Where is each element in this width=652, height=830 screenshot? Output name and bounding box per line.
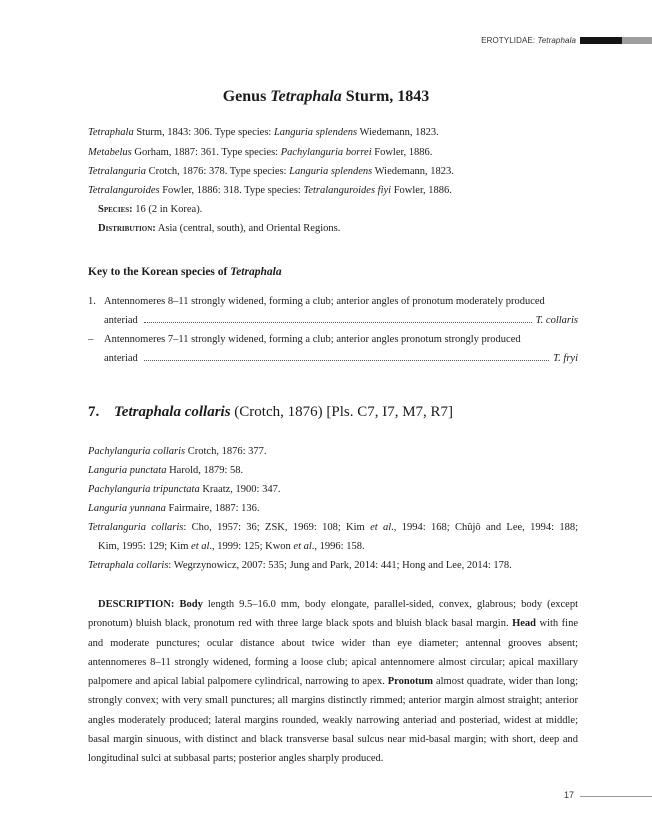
couplet-result: T. fryi: [553, 353, 578, 364]
species-synonym: [88, 483, 280, 496]
header-bar-light: [622, 37, 652, 44]
distribution-label: Distribution:: [98, 223, 156, 234]
synonym-name: Tetralanguria: [88, 166, 146, 177]
et-al: et al: [293, 541, 312, 552]
couplet-number: 1.: [88, 296, 96, 307]
distribution: [98, 222, 340, 235]
synonym-name: Languria punctata: [88, 465, 167, 476]
synonym-name: Tetralanguria collaris: [88, 522, 184, 533]
genus-title: [0, 88, 652, 106]
synonym-text: Harold, 1879: 58.: [166, 465, 244, 476]
synonym-text: Fowler, 1886: 318. Type species:: [159, 185, 304, 196]
synonym-type-species: Languria splendens: [289, 166, 373, 177]
key-title-genus: Tetraphala: [230, 266, 282, 278]
species-author: (Crotch, 1876) [Pls. C7, I7, M7, R7]: [230, 404, 454, 420]
species-name: Tetraphala collaris: [114, 404, 231, 420]
couplet-result: T. collaris: [535, 315, 578, 326]
species-count-text: 16 (2 in Korea).: [132, 204, 203, 215]
synonym-name: Tetraphala: [88, 127, 134, 138]
couplet-number: –: [88, 334, 94, 345]
synonym-post: Fowler, 1886.: [391, 185, 452, 196]
couplet-cont: anteriad: [104, 353, 138, 364]
key-couplet-cont: [104, 314, 578, 327]
synonym-text: Sturm, 1843: 306. Type species:: [133, 127, 274, 138]
genus-title-name: Tetraphala: [270, 88, 342, 105]
header-genus: Tetraphala: [537, 35, 576, 45]
key-couplet-line: [88, 333, 578, 346]
genus-synonym: [88, 184, 452, 197]
synonym-text: Crotch, 1876: 377.: [185, 446, 267, 457]
species-synonym: [88, 502, 260, 515]
running-header-text: [481, 36, 576, 45]
synonym-type-species: Languria splendens: [273, 127, 358, 138]
species-synonym-cont: [98, 540, 365, 553]
species-count: [98, 203, 202, 216]
synonym-name: Pachylanguria collaris: [88, 446, 186, 457]
species-synonym: [88, 521, 578, 534]
key-title: [88, 266, 282, 278]
genus-synonym: [88, 146, 432, 159]
species-synonym: [88, 445, 267, 458]
synonym-name: Tetraphala collaris: [88, 560, 169, 571]
footer-rule: [580, 796, 652, 797]
description-text: almost quadrate, wider than long; strongly convex; with very small punctures; all margins distinctly rimmed; anterior margin almost straight; anterior angles moderately produced; lateral margins rounded, weakly narrowing anteriad and posteriad, widest at middle; basal margin sinuous, with distinct and black transverse basal sulcus near mid-basal margin; with short, deep and longitudinal sulci at subbasal parts; posterior angles sharply produced.: [88, 676, 578, 765]
couplet-cont: anteriad: [104, 315, 138, 326]
et-al: et al: [191, 541, 210, 552]
species-number: 7.: [88, 404, 100, 420]
synonym-text: Fairmaire, 1887: 136.: [165, 503, 260, 514]
leader-dots: [144, 322, 532, 323]
synonym-post: Wiedemann, 1823.: [357, 127, 439, 138]
genus-synonym: [88, 126, 439, 139]
synonym-text: : Cho, 1957: 36; ZSK, 1969: 108; Kim: [183, 522, 371, 533]
synonym-name: Tetralanguroides: [88, 185, 160, 196]
header-family: EROTYLIDAE:: [481, 35, 536, 45]
description-text: length 9.5–16.0 mm, body elongate, parallel-sided, convex, glabrous; body (except pronotum) bluish black, pronotum red with three large black spots and bluish black basal margin.: [88, 599, 578, 630]
synonym-text: Gorham, 1887: 361. Type species:: [131, 147, 281, 158]
head-label: Head: [512, 618, 537, 630]
genus-title-pre: Genus: [222, 88, 271, 105]
synonym-type-species: Pachylanguria borrei: [280, 147, 372, 158]
pronotum-label: Pronotum: [387, 676, 434, 688]
synonym-name: Languria yunnana: [88, 503, 166, 514]
synonym-text: Crotch, 1876: 378. Type species:: [145, 166, 290, 177]
description-label: DESCRIPTION:: [98, 599, 175, 610]
synonym-text: : Wegrzynowicz, 2007: 535; Jung and Park, 2014: 441; Hong and Lee, 2014: 178.: [168, 560, 512, 571]
synonym-post: Fowler, 1886.: [371, 147, 433, 158]
synonym-name: Metabelus: [88, 147, 132, 158]
distribution-text: Asia (central, south), and Oriental Regions.: [155, 223, 341, 234]
leader-dots: [144, 360, 549, 361]
synonym-post: Wiedemann, 1823.: [372, 166, 454, 177]
genus-synonym: [88, 165, 454, 178]
description-text: with fine and moderate punctures; ocular distance about twice wider than eye diameter; antennal grooves absent; antennomeres 8–11 strongly widened, forming a loose club; apical antennomere almost circular; apical maxillary palpomere and apical labial palpomere cylindrical, narrowing to apex.: [88, 618, 578, 688]
species-synonym: [88, 559, 512, 572]
key-title-pre: Key to the Korean species of: [88, 266, 231, 278]
couplet-text: Antennomeres 8–11 strongly widened, forming a club; anterior angles of pronotum moderately produced: [104, 296, 545, 307]
couplet-text: Antennomeres 7–11 strongly widened, forming a club; anterior angles pronotum strongly produced: [104, 334, 521, 345]
key-couplet-cont: [104, 352, 578, 365]
synonym-text: ., 1994: 168; Chûjô and Lee, 1994: 188;: [391, 522, 579, 533]
synonym-type-species: Tetralanguroides fiyi: [303, 185, 392, 196]
key-couplet-line: [88, 295, 578, 308]
description-paragraph: [88, 595, 578, 769]
synonym-text: ., 1996: 158.: [311, 541, 365, 552]
synonym-text: Kim, 1995: 129; Kim: [98, 541, 192, 552]
synonym-text: Kraatz, 1900: 347.: [199, 484, 281, 495]
running-header: [481, 34, 652, 46]
synonym-text: ., 1999: 125; Kwon: [209, 541, 294, 552]
synonym-name: Pachylanguria tripunctata: [88, 484, 200, 495]
species-synonym: [88, 464, 243, 477]
et-al: et al: [370, 522, 392, 533]
species-title: [88, 404, 453, 421]
body-label: Body: [179, 599, 203, 610]
genus-title-post: Sturm, 1843: [341, 88, 430, 105]
species-count-label: Species:: [98, 204, 133, 215]
page-number: 17: [564, 790, 575, 800]
header-bar-dark: [580, 37, 622, 44]
